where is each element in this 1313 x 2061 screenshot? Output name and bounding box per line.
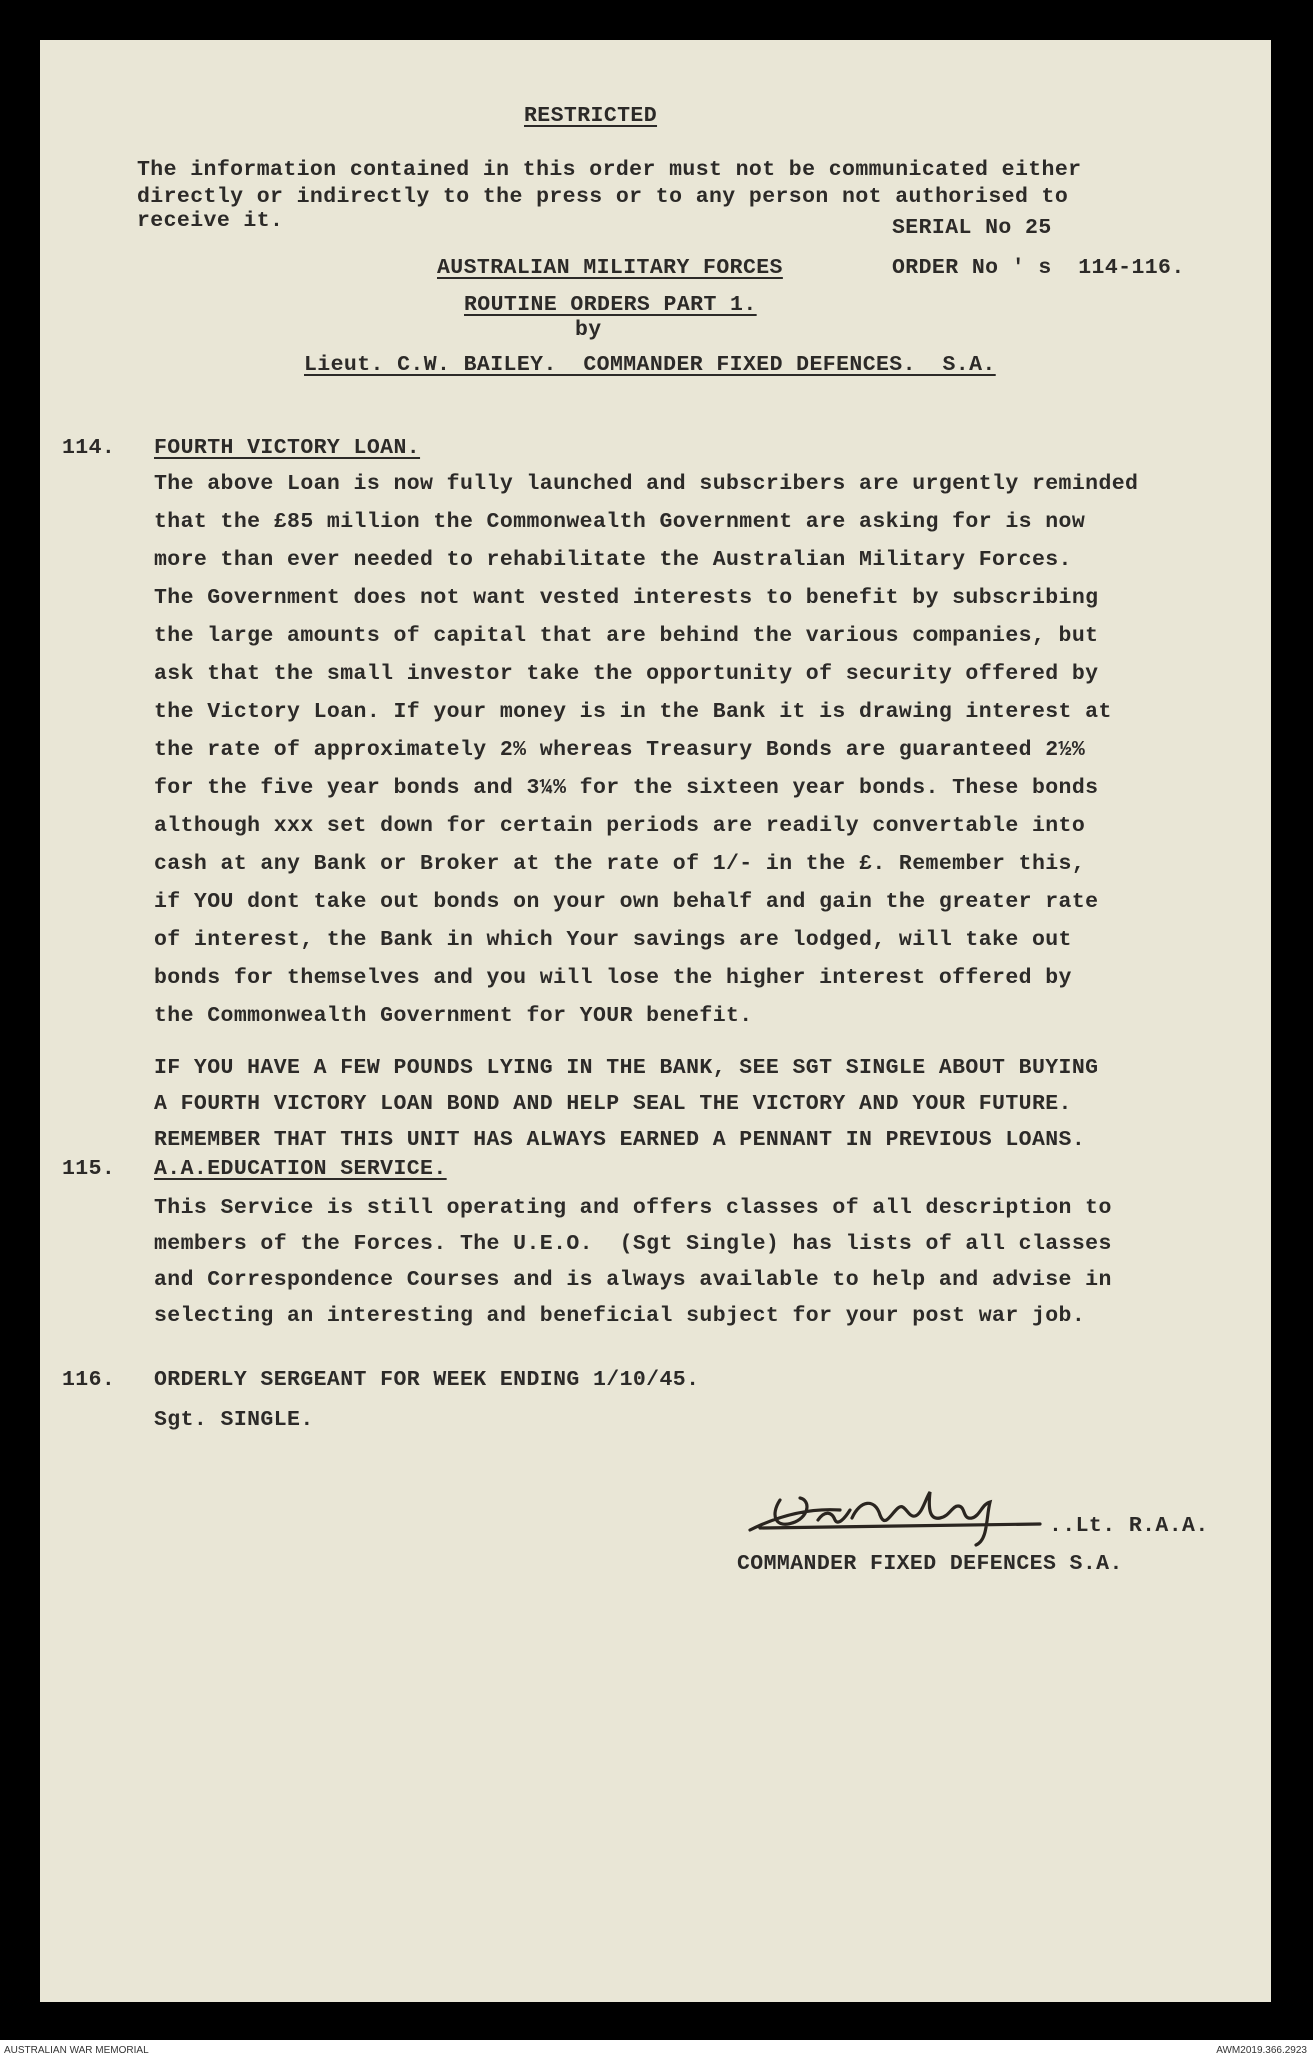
- appeal-line: REMEMBER THAT THIS UNIT HAS ALWAYS EARNED A PENNANT IN PREVIOUS LOANS.: [154, 1128, 1086, 1152]
- routine-orders-title: ROUTINE ORDERS PART 1.: [464, 293, 757, 317]
- document-page: [40, 40, 1271, 2002]
- body-line: of interest, the Bank in which Your savings are lodged, will take out: [154, 928, 1072, 952]
- body-line: bonds for themselves and you will lose the higher interest offered by: [154, 966, 1072, 990]
- organisation-title: AUSTRALIAN MILITARY FORCES: [437, 256, 783, 280]
- notice-line: The information contained in this order must not be communicated either: [137, 158, 1082, 182]
- body-line: The above Loan is now fully launched and subscribers are urgently reminded: [154, 472, 1139, 496]
- notice-line: directly or indirectly to the press or to any person not authorised to: [137, 185, 1069, 209]
- body-line: the Victory Loan. If your money is in the Bank it is drawing interest at: [154, 700, 1112, 724]
- appeal-line: A FOURTH VICTORY LOAN BOND AND HELP SEAL THE VICTORY AND YOUR FUTURE.: [154, 1092, 1072, 1116]
- item-number: 114.: [62, 436, 116, 460]
- issuer-line: Lieut. C.W. BAILEY. COMMANDER FIXED DEFENCES. S.A.: [304, 353, 996, 377]
- classification-heading: RESTRICTED: [524, 104, 658, 128]
- serial-number: SERIAL No 25: [892, 216, 1052, 240]
- body-line: Sgt. SINGLE.: [154, 1408, 314, 1432]
- body-line: members of the Forces. The U.E.O. (Sgt Single) has lists of all classes: [154, 1232, 1112, 1256]
- signature-title: COMMANDER FIXED DEFENCES S.A.: [737, 1552, 1123, 1576]
- item-number: 115.: [62, 1157, 116, 1181]
- body-line: the Commonwealth Government for YOUR benefit.: [154, 1004, 753, 1028]
- by-label: by: [575, 318, 602, 342]
- item-title: A.A.EDUCATION SERVICE.: [154, 1157, 447, 1181]
- body-line: and Correspondence Courses and is always available to help and advise in: [154, 1268, 1112, 1292]
- body-line: the rate of approximately 2% whereas Treasury Bonds are guaranteed 2½%: [154, 738, 1086, 762]
- body-line: The Government does not want vested interests to benefit by subscribing: [154, 586, 1099, 610]
- archive-footer: [0, 2040, 1313, 2061]
- body-line: more than ever needed to rehabilitate the Australian Military Forces.: [154, 548, 1072, 572]
- archive-name: AUSTRALIAN WAR MEMORIAL: [4, 2045, 149, 2056]
- item-title: FOURTH VICTORY LOAN.: [154, 436, 421, 460]
- body-line: cash at any Bank or Broker at the rate of 1/- in the £. Remember this,: [154, 852, 1086, 876]
- body-line: for the five year bonds and 3¼% for the sixteen year bonds. These bonds: [154, 776, 1099, 800]
- notice-line: receive it.: [137, 209, 284, 233]
- appeal-line: IF YOU HAVE A FEW POUNDS LYING IN THE BANK, SEE SGT SINGLE ABOUT BUYING: [154, 1056, 1099, 1080]
- body-line: the large amounts of capital that are behind the various companies, but: [154, 624, 1099, 648]
- body-line: although xxx set down for certain periods are readily convertable into: [154, 814, 1086, 838]
- signature-rank: ..Lt. R.A.A.: [1049, 1514, 1209, 1538]
- order-numbers: ORDER No ' s 114-116.: [892, 256, 1185, 280]
- item-number: 116.: [62, 1368, 116, 1392]
- body-line: ask that the small investor take the opportunity of security offered by: [154, 662, 1099, 686]
- handwritten-signature: [740, 1470, 1070, 1550]
- body-line: that the £85 million the Commonwealth Government are asking for is now: [154, 510, 1086, 534]
- body-line: This Service is still operating and offers classes of all description to: [154, 1196, 1112, 1220]
- body-line: selecting an interesting and beneficial subject for your post war job.: [154, 1304, 1086, 1328]
- item-title: ORDERLY SERGEANT FOR WEEK ENDING 1/10/45.: [154, 1368, 700, 1392]
- archive-reference: AWM2019.366.2923: [1216, 2045, 1307, 2056]
- body-line: if YOU dont take out bonds on your own behalf and gain the greater rate: [154, 890, 1099, 914]
